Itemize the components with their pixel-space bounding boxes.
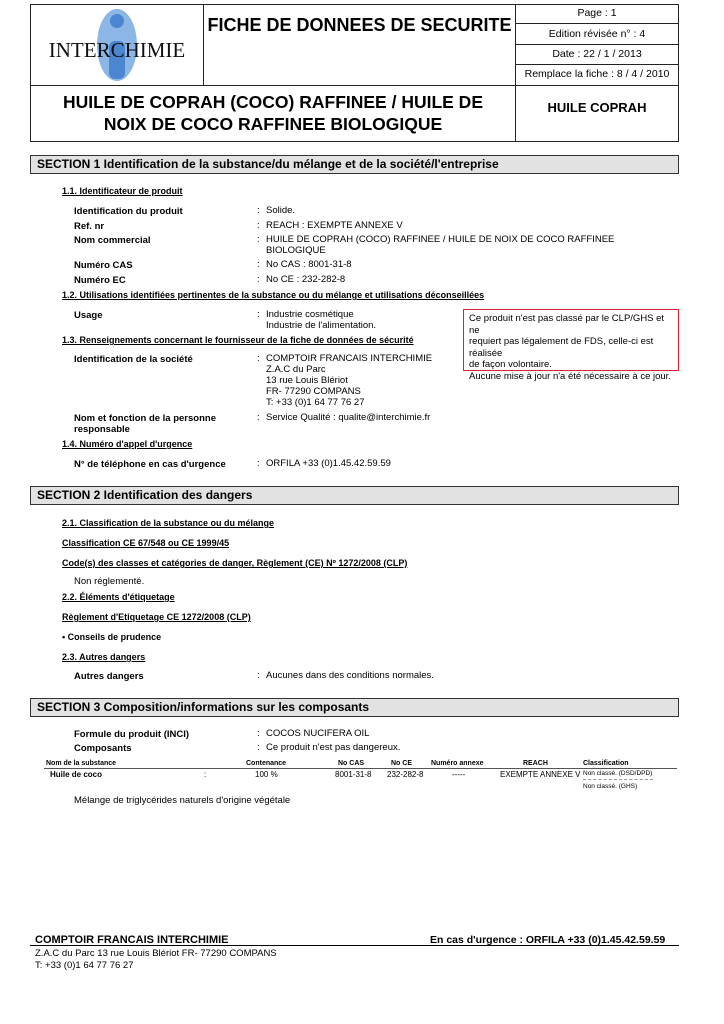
footer-company: COMPTOIR FRANCAIS INTERCHIMIE (35, 934, 229, 946)
subsection-1-3: 1.3. Renseignements concernant le fournisseur de la fiche de données de sécurité (62, 335, 414, 345)
field-value: REACH : EXEMPTE ANNEXE V (266, 220, 403, 231)
not-regulated: Non réglementé. (74, 576, 145, 587)
product-title: HUILE DE COPRAH (COCO) RAFFINEE / HUILE DE NOIX DE COCO RAFFINEE BIOLOGIQUE (62, 92, 483, 134)
table-header: No CAS (338, 760, 365, 767)
field-label: Numéro CAS (74, 260, 133, 271)
other-hazards-value: Aucunes dans des conditions normales. (266, 670, 434, 681)
substance-reach: EXEMPTE ANNEXE V (500, 770, 581, 779)
product-short-name: HUILE COPRAH (547, 100, 647, 115)
table-header: Contenance (246, 760, 287, 767)
substance-classification-dsd: Non classé. (DSD/DPD) (583, 770, 653, 777)
table-header: No CE (391, 760, 412, 767)
table-header: REACH (523, 760, 548, 767)
field-value: No CE : 232-282-8 (266, 274, 346, 285)
logo-text: INTERCHIMIE (48, 38, 186, 62)
field-value: No CAS : 8001-31-8 (266, 259, 352, 270)
contact-label: Nom et fonction de la personne responsable (74, 413, 216, 435)
company-address: COMPTOIR FRANCAIS INTERCHIMIE Z.A.C du Parc 13 rue Louis Blériot FR- 77290 COMPANS T: +33 (0)1 64 77 76 27 (266, 353, 433, 408)
substance-ce: 232-282-8 (387, 770, 424, 779)
company-label: Identification de la société (74, 354, 193, 365)
classification-ce: Classification CE 67/548 ou CE 1999/45 (62, 538, 230, 548)
mixture-note: Mélange de triglycérides naturels d'origine végétale (74, 795, 291, 806)
revision-date: Date : 22 / 1 / 2013 (552, 48, 642, 60)
precaution-advice: • Conseils de prudence (62, 632, 162, 642)
hazard-codes: Code(s) des classes et catégories de danger, Règlement (CE) Nº 1272/2008 (CLP) (62, 558, 408, 568)
usage-value: Industrie de l'alimentation. (266, 320, 377, 331)
table-header: Nom de la substance (46, 760, 117, 767)
footer-emergency: En cas d'urgence : ORFILA +33 (0)1.45.42.59.59 (430, 934, 666, 946)
section-1-header: SECTION 1 Identification de la substance/du mélange et de la société/l'entreprise (30, 155, 679, 174)
table-header: Numéro annexe (431, 760, 484, 767)
section-3-header: SECTION 3 Composition/informations sur les composants (30, 698, 679, 717)
substance-name: Huile de coco (50, 770, 103, 779)
field-value: HUILE DE COPRAH (COCO) RAFFINEE / HUILE DE NOIX DE COCO RAFFINEE (266, 234, 615, 245)
subsection-2-1: 2.1. Classification de la substance ou du mélange (62, 518, 275, 528)
company-logo (31, 5, 203, 85)
table-header: Classification (583, 760, 629, 767)
voluntary-sds-note: Ce produit n'est pas classé par le CLP/GHS et ne requiert pas légalement de FDS, celle-ci est réalisée de façon volontaire. Aucune mise à jour n'a été nécessaire à ce jour. (463, 309, 679, 371)
footer-phone: T: +33 (0)1 64 77 76 27 (35, 960, 134, 971)
field-value: Solide. (266, 205, 296, 216)
usage-value: Industrie cosmétique (266, 309, 354, 320)
page-number: Page : 1 (577, 7, 617, 19)
subsection-2-3: 2.3. Autres dangers (62, 652, 146, 662)
replaces-sheet: Remplace la fiche : 8 / 4 / 2010 (524, 68, 670, 80)
labelling-regulation: Règlement d'Etiquetage CE 1272/2008 (CLP) (62, 612, 251, 622)
field-label: Nom commercial (74, 235, 151, 246)
components-value: Ce produit n'est pas dangereux. (266, 742, 401, 753)
header-table (30, 4, 679, 142)
edition-number: Edition révisée n° : 4 (548, 28, 646, 40)
field-value: BIOLOGIQUE (266, 245, 326, 256)
emergency-phone: ORFILA +33 (0)1.45.42.59.59 (266, 458, 391, 469)
substance-classification-ghs: Non classé. (GHS) (583, 783, 638, 790)
formula-value: COCOS NUCIFERA OIL (266, 728, 370, 739)
subsection-1-1: 1.1. Identificateur de produit (62, 186, 183, 196)
subsection-1-2: 1.2. Utilisations identifiées pertinentes de la substance ou du mélange et utilisations déconseillées (62, 290, 485, 300)
subsection-2-2: 2.2. Éléments d'étiquetage (62, 592, 175, 602)
document-title: FICHE DE DONNEES DE SECURITE (207, 15, 512, 35)
substance-content: 100 % (255, 770, 278, 779)
field-label: Ref. nr (74, 221, 105, 232)
other-hazards-label: Autres dangers (74, 671, 144, 682)
emergency-phone-label: N° de téléphone en cas d'urgence (74, 459, 226, 470)
section-2-header: SECTION 2 Identification des dangers (30, 486, 679, 505)
substance-annex: ----- (452, 770, 466, 779)
footer-address: Z.A.C du Parc 13 rue Louis Blériot FR- 77290 COMPANS (35, 948, 277, 959)
field-label: Numéro EC (74, 275, 126, 286)
components-label: Composants (74, 743, 132, 754)
usage-label: Usage (74, 310, 103, 321)
substance-cas: 8001-31-8 (335, 770, 372, 779)
field-label: Identification du produit (74, 206, 183, 217)
formula-label: Formule du produit (INCI) (74, 729, 190, 740)
contact-email: Service Qualité : qualite@interchimie.fr (266, 412, 431, 423)
subsection-1-4: 1.4. Numéro d'appel d'urgence (62, 439, 193, 449)
